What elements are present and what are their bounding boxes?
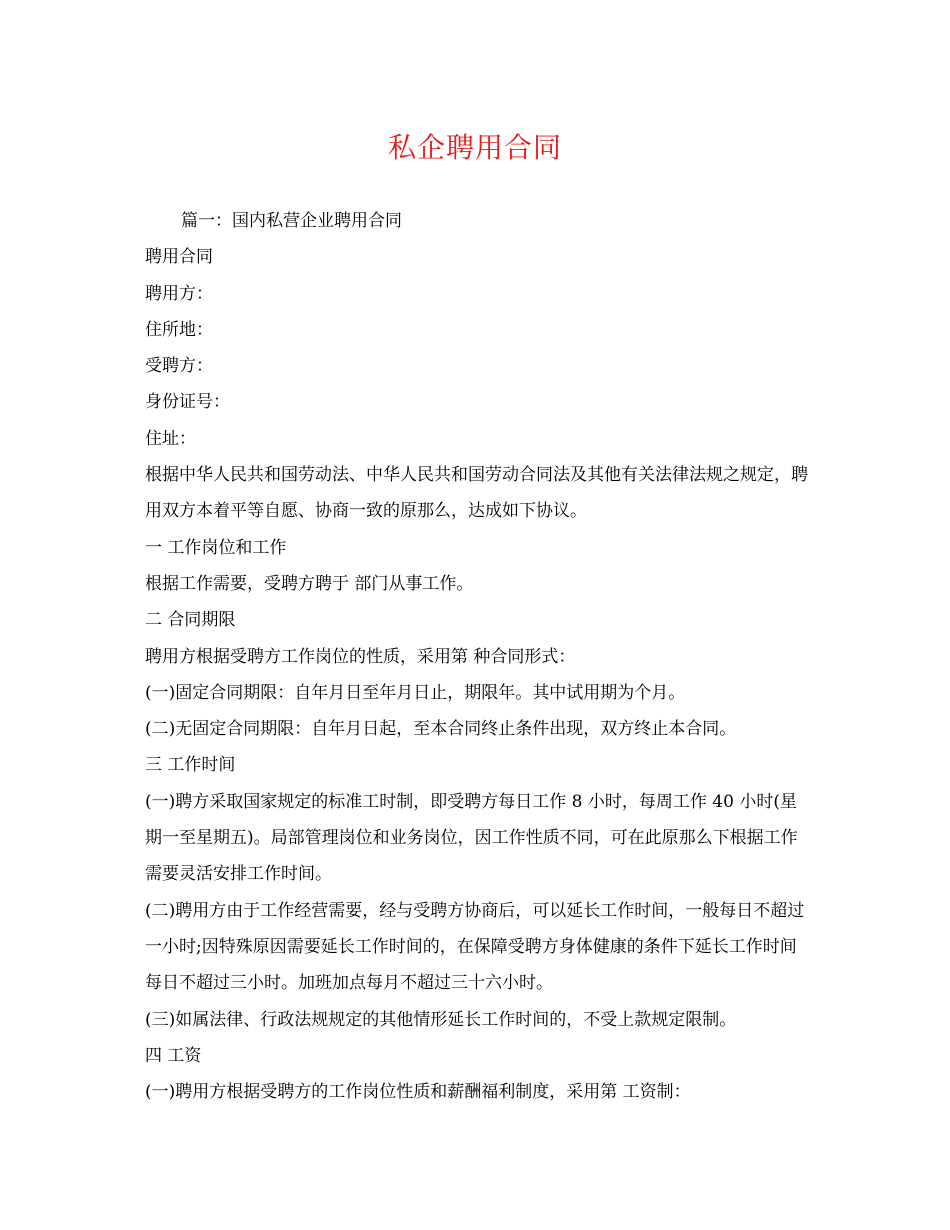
paragraph: (二)聘用方由于工作经营需要，经与受聘方协商后，可以延长工作时间，一般每日不超过一小时;因特殊原因需要延长工作时间的，在保障受聘方身体健康的条件下延长工作时间每日不超过三小时。加班加点每月不超过三十六小时。 (145, 900, 805, 994)
paragraph: 根据中华人民共和国劳动法、中华人民共和国劳动合同法及其他有关法律法规之规定，聘用双方本着平等自愿、协商一致的原那么，达成如下协议。 (145, 465, 808, 522)
section-heading: 篇一：国内私营企业聘用合同 (181, 211, 402, 231)
paragraph: (三)如属法律、行政法规规定的其他情形延长工作时间的，不受上款规定限制。 (145, 1009, 737, 1030)
section-heading: 三 工作时间 (145, 755, 236, 776)
paragraph: (二)无固定合同期限：自年月日起，至本合同终止条件出现，双方终止本合同。 (145, 719, 737, 740)
paragraph: 身份证号： (145, 392, 230, 413)
paragraph: 根据工作需要，受聘方聘于 部门从事工作。 (145, 573, 474, 594)
paragraph: 聘用方根据受聘方工作岗位的性质，采用第 种合同形式： (145, 646, 576, 667)
paragraph: 住址： (145, 428, 196, 449)
document-body (145, 203, 810, 1110)
paragraph: 受聘方： (145, 356, 213, 377)
paragraph: (一)聘方采取国家规定的标准工时制，即受聘方每日工作 8 小时，每周工作 40 小时(星期一至星期五)。局部管理岗位和业务岗位，因工作性质不同，可在此原那么下根据工作需要灵活安排工作时间。 (145, 791, 798, 885)
document-title: 私企聘用合同 (387, 131, 562, 164)
paragraph: (一)固定合同期限：自年月日至年月日止，期限年。其中试用期为个月。 (145, 682, 686, 703)
section-heading: 二 合同期限 (145, 610, 236, 631)
paragraph: (一)聘用方根据受聘方的工作岗位性质和薪酬福利制度，采用第 工资制： (145, 1082, 691, 1103)
paragraph: 聘用方： (145, 283, 213, 304)
paragraph: 聘用合同 (145, 247, 213, 268)
paragraph: 住所地： (145, 319, 213, 340)
section-heading: 四 工资 (145, 1045, 202, 1066)
section-heading: 一 工作岗位和工作 (145, 537, 287, 558)
